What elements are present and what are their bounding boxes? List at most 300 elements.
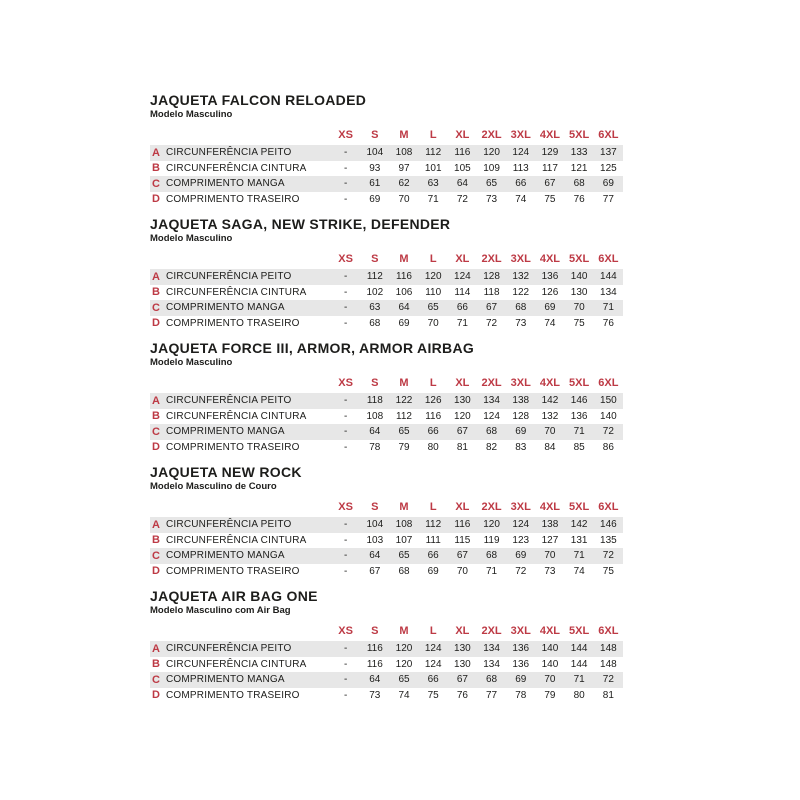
size-header-m: M bbox=[399, 128, 409, 141]
measurement-value: 77 bbox=[602, 193, 614, 205]
size-header-l: L bbox=[429, 500, 437, 513]
row-letter: C bbox=[152, 177, 160, 190]
measurement-value: 69 bbox=[602, 178, 614, 190]
measurement-value: 124 bbox=[424, 658, 442, 670]
size-header-2xl: 2XL bbox=[481, 376, 502, 389]
measurement-value: 79 bbox=[544, 689, 556, 701]
measurement-row-a bbox=[150, 641, 623, 657]
measurement-value: 75 bbox=[427, 689, 439, 701]
row-letter: A bbox=[152, 270, 160, 283]
measurement-value: 64 bbox=[369, 674, 381, 686]
row-label: CIRCUNFERÊNCIA CINTURA bbox=[166, 534, 307, 546]
measurement-value: 64 bbox=[369, 426, 381, 438]
measurement-value: 135 bbox=[600, 534, 617, 546]
size-header-4xl: 4XL bbox=[539, 624, 561, 637]
size-header-s: S bbox=[371, 624, 379, 637]
measurement-value: 116 bbox=[366, 643, 383, 655]
measurement-value: 136 bbox=[541, 271, 559, 283]
size-header-s: S bbox=[371, 252, 379, 265]
measurement-value: 108 bbox=[366, 410, 384, 422]
measurement-value: 68 bbox=[486, 674, 498, 686]
row-label: COMPRIMENTO TRASEIRO bbox=[166, 317, 300, 329]
measurement-value: 71 bbox=[573, 550, 585, 562]
measurement-row-c bbox=[150, 548, 623, 564]
measurement-value: 121 bbox=[570, 162, 588, 174]
measurement-value: 101 bbox=[424, 162, 442, 174]
row-label: COMPRIMENTO MANGA bbox=[166, 178, 285, 190]
measurements-table bbox=[150, 374, 623, 455]
row-label: CIRCUNFERÊNCIA CINTURA bbox=[166, 658, 307, 670]
measurement-value: 82 bbox=[486, 441, 498, 453]
measurement-row-b bbox=[150, 409, 623, 425]
size-header-row bbox=[150, 374, 623, 393]
measurement-row-b bbox=[150, 533, 623, 549]
letter-column-header bbox=[150, 374, 166, 393]
table-title: JAQUETA AIR BAG ONE bbox=[150, 588, 318, 604]
measurement-value: 69 bbox=[398, 317, 410, 329]
measurement-value: 120 bbox=[483, 519, 500, 531]
measurement-value: 67 bbox=[456, 426, 468, 438]
measurement-value: - bbox=[343, 193, 348, 205]
measurement-value: 142 bbox=[541, 395, 559, 407]
measurement-value: 124 bbox=[512, 519, 530, 531]
measurement-value: 146 bbox=[600, 519, 617, 531]
table-title: JAQUETA FORCE III, ARMOR, ARMOR AIRBAG bbox=[150, 340, 475, 356]
size-table-section bbox=[150, 464, 625, 579]
measurement-value: 140 bbox=[541, 658, 559, 670]
size-table-section bbox=[150, 216, 625, 331]
row-letter: B bbox=[152, 286, 160, 299]
measurement-value: 66 bbox=[427, 674, 439, 686]
measurement-value: 134 bbox=[483, 658, 500, 670]
measurement-value: 71 bbox=[602, 302, 614, 314]
measurement-value: 70 bbox=[544, 426, 556, 438]
measurement-value: 68 bbox=[369, 317, 381, 329]
measurement-value: - bbox=[343, 658, 348, 670]
measurement-row-a bbox=[150, 393, 623, 409]
measurement-row-c bbox=[150, 672, 623, 688]
size-header-4xl: 4XL bbox=[539, 252, 561, 265]
size-header-s: S bbox=[371, 376, 379, 389]
measurement-value: 116 bbox=[454, 519, 471, 531]
size-table-section bbox=[150, 340, 625, 455]
measurement-value: 124 bbox=[424, 643, 442, 655]
row-letter: C bbox=[152, 549, 160, 562]
size-header-6xl: 6XL bbox=[598, 624, 619, 637]
size-header-5xl: 5XL bbox=[569, 128, 590, 141]
measurement-value: 74 bbox=[398, 689, 410, 701]
measurement-value: 109 bbox=[483, 162, 500, 174]
measurement-value: 74 bbox=[544, 317, 556, 329]
measurement-value: 74 bbox=[573, 565, 585, 577]
size-table-section bbox=[150, 92, 625, 207]
measurement-value: 128 bbox=[483, 271, 500, 283]
measurement-value: 81 bbox=[456, 441, 468, 453]
measurement-value: 120 bbox=[483, 147, 500, 159]
row-letter: D bbox=[152, 193, 160, 206]
measurement-value: 118 bbox=[483, 286, 500, 298]
size-header-6xl: 6XL bbox=[598, 500, 619, 513]
size-header-xs: XS bbox=[338, 252, 353, 265]
measurement-value: 70 bbox=[456, 565, 468, 577]
measurement-value: 72 bbox=[456, 193, 468, 205]
measurement-value: 102 bbox=[366, 286, 384, 298]
size-header-m: M bbox=[399, 500, 409, 513]
measurement-value: 123 bbox=[512, 534, 530, 546]
measurement-value: 134 bbox=[600, 286, 617, 298]
measurement-value: 150 bbox=[600, 395, 617, 407]
measurement-row-b bbox=[150, 161, 623, 177]
size-header-3xl: 3XL bbox=[510, 500, 531, 513]
table-subtitle: Modelo Masculino bbox=[150, 357, 233, 368]
label-column-header bbox=[166, 498, 331, 517]
measurement-value: 65 bbox=[398, 674, 410, 686]
row-letter: C bbox=[152, 425, 160, 438]
measurement-value: 78 bbox=[515, 689, 527, 701]
table-title: JAQUETA NEW ROCK bbox=[150, 464, 302, 480]
measurement-value: 69 bbox=[515, 550, 527, 562]
measurement-value: 117 bbox=[541, 162, 558, 174]
measurement-value: 140 bbox=[570, 271, 588, 283]
size-header-2xl: 2XL bbox=[481, 624, 502, 637]
measurement-value: - bbox=[343, 550, 348, 562]
measurement-value: 132 bbox=[512, 271, 530, 283]
measurement-row-a bbox=[150, 269, 623, 285]
measurement-value: 105 bbox=[454, 162, 471, 174]
measurement-value: 76 bbox=[573, 193, 585, 205]
measurement-value: 63 bbox=[369, 302, 381, 314]
measurement-value: 131 bbox=[570, 534, 588, 546]
measurement-value: 124 bbox=[454, 271, 471, 283]
measurement-value: 72 bbox=[486, 317, 498, 329]
measurement-value: 65 bbox=[486, 178, 498, 190]
measurement-value: 71 bbox=[573, 674, 585, 686]
measurement-value: 126 bbox=[541, 286, 559, 298]
size-header-2xl: 2XL bbox=[481, 500, 502, 513]
measurement-value: 122 bbox=[395, 395, 413, 407]
measurement-value: 144 bbox=[570, 658, 588, 670]
measurement-value: 86 bbox=[602, 441, 614, 453]
measurement-value: 85 bbox=[573, 441, 585, 453]
measurement-value: - bbox=[343, 674, 348, 686]
measurement-value: 66 bbox=[515, 178, 527, 190]
measurement-value: 120 bbox=[454, 410, 471, 422]
measurement-value: - bbox=[343, 689, 348, 701]
measurement-value: 130 bbox=[454, 643, 471, 655]
size-header-row bbox=[150, 126, 623, 145]
measurement-value: 72 bbox=[602, 674, 614, 686]
table-subtitle: Modelo Masculino com Air Bag bbox=[150, 605, 291, 616]
measurement-value: 62 bbox=[398, 178, 410, 190]
size-header-row bbox=[150, 498, 623, 517]
size-header-l: L bbox=[429, 128, 437, 141]
size-header-row bbox=[150, 622, 623, 641]
size-header-xs: XS bbox=[338, 500, 353, 513]
row-label: CIRCUNFERÊNCIA CINTURA bbox=[166, 162, 307, 174]
measurement-value: 70 bbox=[573, 302, 585, 314]
measurement-value: - bbox=[343, 519, 348, 531]
measurement-value: 137 bbox=[600, 147, 617, 159]
measurement-value: 71 bbox=[456, 317, 468, 329]
measurement-row-c bbox=[150, 176, 623, 192]
size-header-5xl: 5XL bbox=[569, 252, 590, 265]
measurement-value: 124 bbox=[483, 410, 500, 422]
row-label: CIRCUNFERÊNCIA PEITO bbox=[166, 271, 292, 283]
measurement-value: 116 bbox=[425, 410, 442, 422]
row-letter: B bbox=[152, 534, 160, 547]
measurement-value: - bbox=[343, 286, 348, 298]
measurement-value: 142 bbox=[570, 519, 588, 531]
size-header-l: L bbox=[429, 252, 437, 265]
measurement-value: 120 bbox=[395, 658, 413, 670]
measurement-value: 80 bbox=[427, 441, 439, 453]
measurement-value: 76 bbox=[602, 317, 614, 329]
row-letter: A bbox=[152, 642, 160, 655]
row-label: COMPRIMENTO TRASEIRO bbox=[166, 689, 300, 701]
measurements-table bbox=[150, 622, 623, 703]
measurement-value: - bbox=[343, 426, 348, 438]
size-header-5xl: 5XL bbox=[569, 624, 590, 637]
measurements-table bbox=[150, 250, 623, 331]
measurement-value: 70 bbox=[398, 193, 410, 205]
measurement-value: 107 bbox=[395, 534, 413, 546]
measurement-value: 67 bbox=[456, 550, 468, 562]
size-header-6xl: 6XL bbox=[598, 252, 619, 265]
measurement-value: 120 bbox=[424, 271, 442, 283]
size-header-4xl: 4XL bbox=[539, 376, 561, 389]
measurement-value: 67 bbox=[369, 565, 381, 577]
size-header-6xl: 6XL bbox=[598, 376, 619, 389]
measurement-value: 63 bbox=[427, 178, 439, 190]
size-table-section bbox=[150, 588, 625, 703]
measurement-value: 103 bbox=[366, 534, 384, 546]
measurement-value: 65 bbox=[398, 550, 410, 562]
row-label: COMPRIMENTO MANGA bbox=[166, 302, 285, 314]
measurement-value: 148 bbox=[600, 658, 617, 670]
size-header-m: M bbox=[399, 624, 409, 637]
measurement-value: 122 bbox=[512, 286, 530, 298]
row-label: CIRCUNFERÊNCIA PEITO bbox=[166, 643, 292, 655]
measurement-value: 140 bbox=[541, 643, 559, 655]
measurement-value: 67 bbox=[456, 674, 468, 686]
size-header-2xl: 2XL bbox=[481, 128, 502, 141]
table-subtitle: Modelo Masculino de Couro bbox=[150, 481, 277, 492]
table-subtitle: Modelo Masculino bbox=[150, 109, 233, 120]
row-label: CIRCUNFERÊNCIA CINTURA bbox=[166, 286, 307, 298]
measurement-value: 73 bbox=[544, 565, 556, 577]
row-letter: D bbox=[152, 317, 160, 330]
letter-column-header bbox=[150, 250, 166, 269]
size-header-s: S bbox=[371, 500, 379, 513]
size-header-xl: XL bbox=[455, 128, 470, 141]
measurement-value: 64 bbox=[369, 550, 381, 562]
size-header-3xl: 3XL bbox=[510, 128, 531, 141]
measurement-value: 68 bbox=[486, 550, 498, 562]
measurement-value: 81 bbox=[602, 689, 614, 701]
row-label: CIRCUNFERÊNCIA PEITO bbox=[166, 147, 292, 159]
measurement-value: 68 bbox=[515, 302, 527, 314]
size-header-m: M bbox=[399, 376, 409, 389]
measurement-value: 134 bbox=[483, 395, 500, 407]
table-subtitle: Modelo Masculino bbox=[150, 233, 233, 244]
measurement-value: 71 bbox=[486, 565, 498, 577]
measurement-value: 83 bbox=[515, 441, 527, 453]
measurements-table bbox=[150, 126, 623, 207]
measurement-value: 64 bbox=[456, 178, 468, 190]
size-header-m: M bbox=[399, 252, 409, 265]
measurement-value: 130 bbox=[454, 395, 471, 407]
measurement-value: 69 bbox=[515, 674, 527, 686]
measurements-table bbox=[150, 498, 623, 579]
measurement-row-b bbox=[150, 657, 623, 673]
label-column-header bbox=[166, 250, 331, 269]
measurement-value: 116 bbox=[366, 658, 383, 670]
measurement-value: 113 bbox=[512, 162, 529, 174]
measurement-value: 148 bbox=[600, 643, 617, 655]
label-column-header bbox=[166, 622, 331, 641]
measurement-value: - bbox=[343, 271, 348, 283]
measurement-value: 97 bbox=[398, 162, 410, 174]
measurement-value: 93 bbox=[369, 162, 381, 174]
size-header-5xl: 5XL bbox=[569, 376, 590, 389]
measurement-value: 127 bbox=[541, 534, 559, 546]
size-header-3xl: 3XL bbox=[510, 624, 531, 637]
measurement-value: 61 bbox=[369, 178, 381, 190]
measurement-value: 73 bbox=[486, 193, 498, 205]
measurement-value: 120 bbox=[395, 643, 413, 655]
row-letter: A bbox=[152, 146, 160, 159]
measurement-row-d bbox=[150, 440, 623, 456]
measurement-value: - bbox=[343, 534, 348, 546]
measurement-value: 69 bbox=[544, 302, 556, 314]
size-header-xs: XS bbox=[338, 128, 353, 141]
measurement-value: 64 bbox=[398, 302, 410, 314]
measurement-value: 125 bbox=[600, 162, 617, 174]
measurement-value: 133 bbox=[570, 147, 588, 159]
measurement-value: - bbox=[343, 178, 348, 190]
measurement-value: 108 bbox=[395, 519, 413, 531]
measurement-value: 138 bbox=[512, 395, 530, 407]
size-header-xl: XL bbox=[455, 500, 470, 513]
measurement-value: 118 bbox=[366, 395, 383, 407]
letter-column-header bbox=[150, 498, 166, 517]
row-label: COMPRIMENTO TRASEIRO bbox=[166, 565, 300, 577]
size-header-xl: XL bbox=[455, 252, 470, 265]
measurement-row-b bbox=[150, 285, 623, 301]
measurement-value: 71 bbox=[427, 193, 439, 205]
size-header-5xl: 5XL bbox=[569, 500, 590, 513]
measurement-value: 68 bbox=[398, 565, 410, 577]
row-letter: D bbox=[152, 565, 160, 578]
measurement-row-d bbox=[150, 688, 623, 704]
row-label: COMPRIMENTO MANGA bbox=[166, 426, 285, 438]
measurement-value: 70 bbox=[544, 674, 556, 686]
row-letter: A bbox=[152, 394, 160, 407]
measurement-value: 136 bbox=[512, 658, 530, 670]
measurement-value: 84 bbox=[544, 441, 556, 453]
measurement-value: 104 bbox=[366, 519, 384, 531]
measurement-value: 116 bbox=[396, 271, 412, 283]
row-label: COMPRIMENTO TRASEIRO bbox=[166, 193, 300, 205]
measurement-value: - bbox=[343, 162, 348, 174]
measurement-value: 104 bbox=[366, 147, 384, 159]
size-header-l: L bbox=[429, 624, 437, 637]
size-header-4xl: 4XL bbox=[539, 128, 561, 141]
measurement-value: 136 bbox=[570, 410, 588, 422]
letter-column-header bbox=[150, 622, 166, 641]
measurement-value: 66 bbox=[456, 302, 468, 314]
size-header-2xl: 2XL bbox=[481, 252, 502, 265]
measurement-value: 72 bbox=[602, 426, 614, 438]
measurement-value: - bbox=[343, 302, 348, 314]
measurement-value: 75 bbox=[602, 565, 614, 577]
measurement-value: 71 bbox=[573, 426, 585, 438]
measurement-value: 67 bbox=[486, 302, 498, 314]
measurement-value: 112 bbox=[425, 519, 442, 531]
size-header-l: L bbox=[429, 376, 437, 389]
size-header-3xl: 3XL bbox=[510, 252, 531, 265]
measurement-value: 112 bbox=[425, 147, 442, 159]
measurement-value: 134 bbox=[483, 643, 500, 655]
measurement-value: 112 bbox=[366, 271, 383, 283]
measurement-row-c bbox=[150, 424, 623, 440]
measurement-value: 126 bbox=[424, 395, 442, 407]
table-title: JAQUETA SAGA, NEW STRIKE, DEFENDER bbox=[150, 216, 451, 232]
measurement-value: 124 bbox=[512, 147, 530, 159]
measurement-value: 67 bbox=[544, 178, 556, 190]
measurement-value: 70 bbox=[544, 550, 556, 562]
size-header-xs: XS bbox=[338, 624, 353, 637]
size-header-xl: XL bbox=[455, 376, 470, 389]
measurement-value: 115 bbox=[454, 534, 471, 546]
measurement-value: 66 bbox=[427, 426, 439, 438]
measurement-value: 129 bbox=[541, 147, 559, 159]
measurement-value: 130 bbox=[454, 658, 471, 670]
measurement-row-d bbox=[150, 316, 623, 332]
measurement-value: - bbox=[343, 395, 348, 407]
measurement-value: 79 bbox=[398, 441, 410, 453]
measurement-value: 69 bbox=[515, 426, 527, 438]
row-letter: C bbox=[152, 301, 160, 314]
measurement-value: 106 bbox=[395, 286, 413, 298]
size-header-xs: XS bbox=[338, 376, 353, 389]
measurement-value: 144 bbox=[600, 271, 617, 283]
measurement-row-d bbox=[150, 192, 623, 208]
measurement-value: 146 bbox=[570, 395, 588, 407]
measurement-value: 119 bbox=[483, 534, 500, 546]
measurement-value: 144 bbox=[570, 643, 588, 655]
row-label: COMPRIMENTO TRASEIRO bbox=[166, 441, 300, 453]
size-header-row bbox=[150, 250, 623, 269]
measurement-value: - bbox=[343, 410, 348, 422]
row-label: CIRCUNFERÊNCIA PEITO bbox=[166, 519, 292, 531]
measurement-value: 80 bbox=[573, 689, 585, 701]
measurement-value: 76 bbox=[456, 689, 468, 701]
row-label: COMPRIMENTO MANGA bbox=[166, 550, 285, 562]
measurement-row-a bbox=[150, 517, 623, 533]
measurement-value: 68 bbox=[486, 426, 498, 438]
measurement-value: 78 bbox=[369, 441, 381, 453]
measurement-value: 116 bbox=[454, 147, 471, 159]
measurement-value: 77 bbox=[486, 689, 498, 701]
measurement-value: 75 bbox=[573, 317, 585, 329]
measurement-value: - bbox=[343, 317, 348, 329]
size-tables-container bbox=[150, 92, 625, 703]
measurement-value: 69 bbox=[427, 565, 439, 577]
row-letter: A bbox=[152, 518, 160, 531]
size-header-s: S bbox=[371, 128, 379, 141]
measurement-value: 132 bbox=[541, 410, 559, 422]
